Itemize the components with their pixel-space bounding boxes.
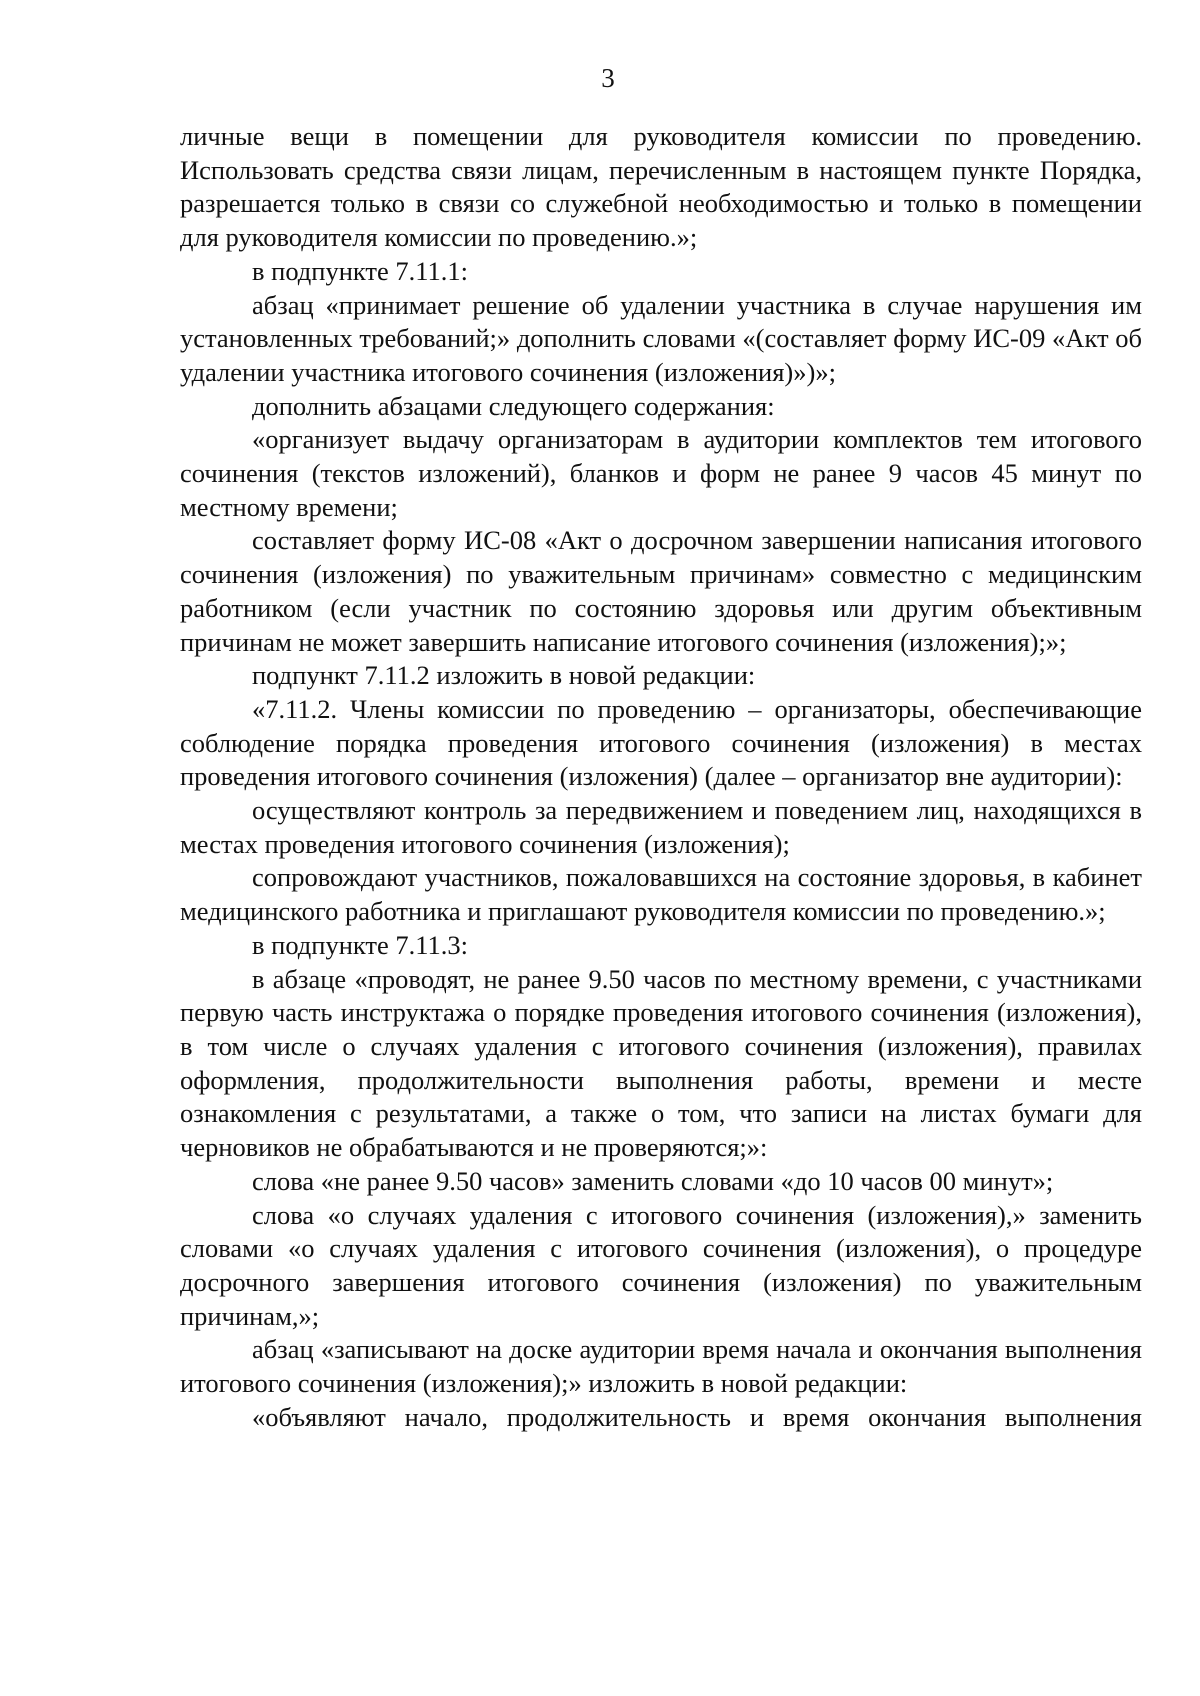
paragraph: подпункт 7.11.2 изложить в новой редакции:: [252, 660, 756, 691]
paragraph: сопровождают участников, пожаловавшихся на состояние здоровья, в кабинет медицинского работника и приглашают руководителя комиссии по проведению.»;: [180, 862, 1142, 927]
paragraph: личные вещи в помещении для руководителя комиссии по проведению. Использовать средства связи лицам, перечисленным в настоящем пункте Порядка, разрешается только в связи со служебной необходимостью и только в помещении для руководителя комиссии по проведению.»;: [180, 121, 1142, 253]
paragraph: в подпункте 7.11.1:: [252, 255, 469, 286]
paragraph: «объявляют начало, продолжительность и время окончания выполнения: [252, 1401, 1142, 1432]
paragraph: «7.11.2. Члены комиссии по проведению – организаторы, обеспечивающие соблюдение порядка проведения итогового сочинения (изложения) в местах проведения итогового сочинения (изложения) (далее – организатор вне аудитории):: [180, 693, 1142, 792]
paragraph: в абзаце «проводят, не ранее 9.50 часов по местному времени, с участниками первую часть инструктажа о порядке проведения итогового сочинения (изложения), в том числе о случаях удаления с итогового сочинения (изложения), правилах оформления, продолжительности выполнения работы, времени и месте ознакомления с результатами, а также о том, что записи на листах бумаги для черновиков не обрабатываются и не проверяются;»:: [180, 963, 1142, 1163]
paragraph: абзац «записывают на доске аудитории время начала и окончания выполнения итогового сочинения (изложения);» изложить в новой редакции:: [180, 1334, 1142, 1399]
paragraph: «организует выдачу организаторам в аудитории комплектов тем итогового сочинения (текстов изложений), бланков и форм не ранее 9 часов 45 минут по местному времени;: [180, 424, 1142, 522]
paragraph: в подпункте 7.11.3:: [252, 929, 469, 960]
paragraph: осуществляют контроль за передвижением и поведением лиц, находящихся в местах проведения итогового сочинения (изложения);: [180, 795, 1142, 859]
paragraph: слова «о случаях удаления с итогового сочинения (изложения),» заменить словами «о случаях удаления с итогового сочинения (изложения), о процедуре досрочного завершения итогового сочинения (изложения) по уважительным причинам,»;: [180, 1199, 1142, 1331]
page-number: 3: [601, 63, 615, 93]
paragraph: составляет форму ИС-08 «Акт о досрочном завершении написания итогового сочинения (изложения) по уважительным причинам» совместно с медицинским работником (если участник по состоянию здоровья или другим объективным причинам не может завершить написание итогового сочинения (изложения);»;: [180, 525, 1142, 657]
paragraph: слова «не ранее 9.50 часов» заменить словами «до 10 часов 00 минут»;: [252, 1165, 1054, 1196]
paragraph: абзац «принимает решение об удалении участника в случае нарушения им установленных требований;» дополнить словами «(составляет форму ИС-09 «Акт об удалении участника итогового сочинения (изложения)»)»;: [180, 289, 1142, 387]
document-body: [180, 120, 1142, 1434]
paragraph: дополнить абзацами следующего содержания:: [252, 390, 775, 421]
